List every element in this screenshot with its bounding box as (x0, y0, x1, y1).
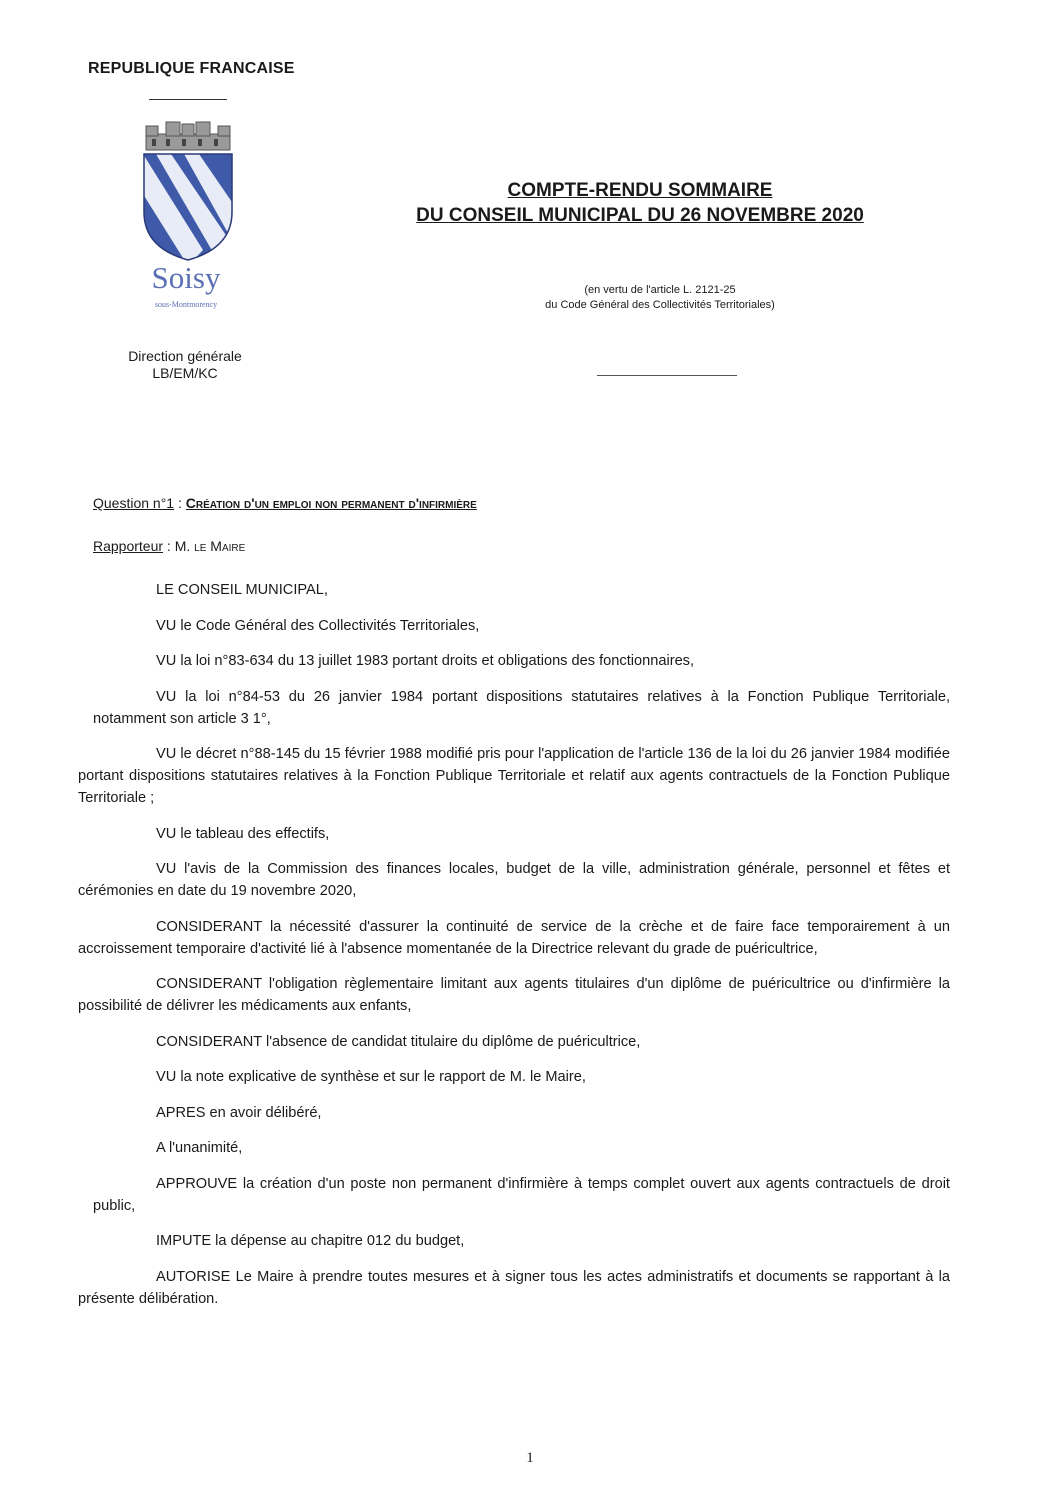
note-divider (597, 375, 737, 376)
legal-note-line-1: (en vertu de l'article L. 2121-25 (584, 284, 736, 296)
reference-code: LB/EM/KC (152, 365, 218, 381)
deliberation-body (78, 579, 950, 1323)
paragraph: VU l'avis de la Commission des finances locales, budget de la ville, administration générale, personnel et fêtes et cérémonies en date du 19 novembre 2020, (78, 861, 950, 899)
rapporteur-separator: : M. (163, 538, 195, 554)
legal-note-line-2: du Code Général des Collectivités Territoriales) (545, 299, 775, 311)
paragraph: VU le tableau des effectifs, (156, 825, 330, 842)
coat-of-arms-logo (138, 120, 238, 265)
question-label: Question n°1 (93, 495, 175, 511)
rapporteur-line (93, 538, 245, 554)
paragraph: VU la loi n°84-53 du 26 janvier 1984 portant dispositions statutaires relatives à la Fonction Publique Territoriale, notamment son article 3 1°, (93, 688, 950, 727)
rapporteur-label: Rapporteur (93, 538, 164, 554)
document-title (380, 178, 900, 228)
paragraph: VU la loi n°83-634 du 13 juillet 1983 portant droits et obligations des fonctionnaires, (156, 653, 695, 669)
republique-heading: REPUBLIQUE FRANCAISE (88, 60, 295, 77)
legal-note (500, 283, 820, 313)
logo-name: Soisy (151, 260, 221, 295)
paragraph: LE CONSEIL MUNICIPAL, (156, 582, 328, 598)
paragraph: CONSIDERANT la nécessité d'assurer la continuité de service de la crèche et de faire face temporairement à un accroissement temporaire d'activité lié à l'absence momentanée de la Directrice relevant du grade de puéricultrice, (78, 918, 950, 957)
paragraph: APPROUVE la création d'un poste non permanent d'infirmière à temps complet ouvert aux agents contractuels de droit public, (93, 1175, 950, 1214)
direction-block (100, 348, 270, 382)
paragraph: A l'unanimité, (156, 1140, 243, 1156)
paragraph: VU la note explicative de synthèse et sur le rapport de M. le Maire, (156, 1069, 586, 1085)
question-separator: : (174, 495, 186, 511)
title-line-2: DU CONSEIL MUNICIPAL DU 26 NOVEMBRE 2020 (416, 205, 864, 226)
heading-divider (149, 99, 227, 100)
direction-label: Direction générale (128, 348, 242, 364)
paragraph: VU le décret n°88-145 du 15 février 1988 modifié pris pour l'application de l'article 136 de la loi du 26 janvier 1984 modifiée portant dispositions statutaires relatives à la Fonction Publique Territoriale et relatif aux agents contractuels de la Fonction Publique Territoriale ; (78, 746, 950, 806)
paragraph: CONSIDERANT l'obligation règlementaire limitant aux agents titulaires d'un diplôme de puéricultrice ou d'infirmière la possibilité de délivrer les médicaments aux enfants, (78, 976, 950, 1014)
page-number: 1 (526, 1450, 534, 1466)
paragraph: AUTORISE Le Maire à prendre toutes mesures et à signer tous les actes administratifs et documents se rapportant à la présente délibération. (78, 1268, 950, 1307)
paragraph: IMPUTE la dépense au chapitre 012 du budget, (156, 1233, 465, 1249)
rapporteur-name: le Maire (194, 538, 246, 554)
title-line-1: COMPTE-RENDU SOMMAIRE (507, 180, 773, 201)
paragraph: CONSIDERANT l'absence de candidat titulaire du diplôme de puéricultrice, (156, 1033, 641, 1050)
paragraph: VU le Code Général des Collectivités Territoriales, (156, 617, 480, 634)
question-text: Création d'un emploi non permanent d'infirmière (185, 495, 477, 511)
paragraph: APRES en avoir délibéré, (156, 1104, 322, 1121)
logo-subtitle: sous-Montmorency (154, 300, 218, 309)
question-heading (93, 495, 477, 511)
